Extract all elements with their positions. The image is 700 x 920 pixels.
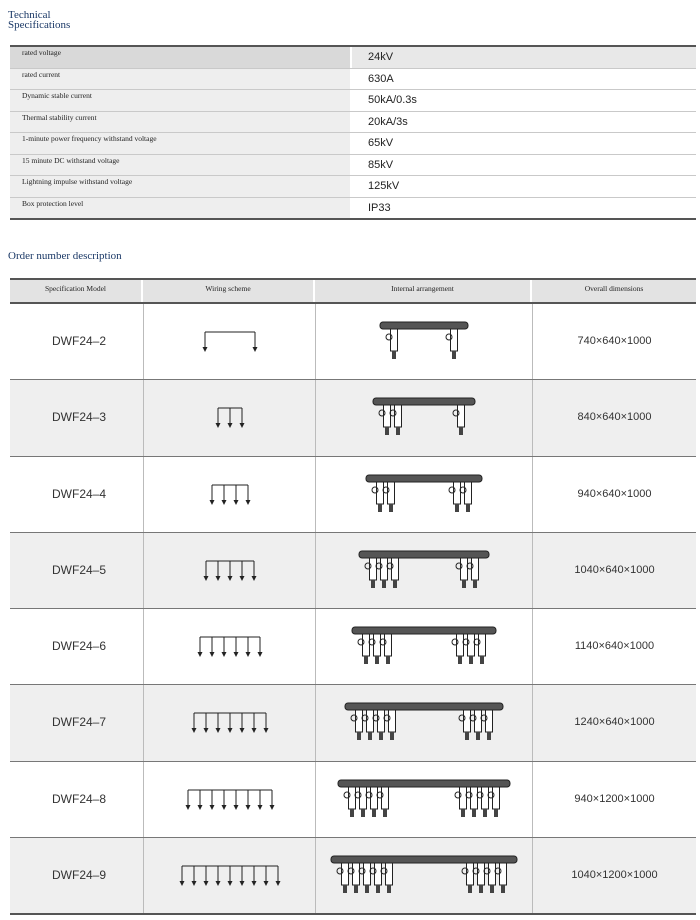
bushing-body [479,634,486,656]
spec-row [10,112,696,134]
bushing-terminal [479,885,483,893]
bushing-body [500,863,507,885]
arrow-down-icon [246,652,251,657]
arrow-down-icon [192,728,197,733]
bushing-terminal [494,809,498,817]
arrow-down-icon [234,805,239,810]
bushing-body [382,787,389,809]
spec-value: 50kA/0.3s [350,90,696,111]
spec-row [10,45,696,69]
arrow-down-icon [210,652,215,657]
bushing-terminal [387,885,391,893]
model-cell: DWF24–6 [52,639,107,654]
bushing-body [367,710,374,732]
internal-arrangement-cell [315,380,532,455]
bushing-body [395,405,402,427]
bushing-terminal [466,504,470,512]
wiring-scheme-diagram [144,762,316,837]
bushing-terminal [371,580,375,588]
internal-arrangement-diagram [316,762,533,837]
technical-specifications-heading: Technical Specifications [8,9,71,31]
table-header [10,278,696,304]
arrow-down-icon [240,728,245,733]
header-internal: Internal arrangement [315,280,532,302]
wiring-scheme-diagram [144,609,316,684]
arrow-down-icon [240,881,245,886]
bushing-body [457,634,464,656]
internal-arrangement-diagram [316,304,533,379]
bushing-terminal [372,809,376,817]
wiring-scheme-diagram [144,457,316,532]
specifications-table [10,45,696,220]
arrow-down-icon [252,576,257,581]
bushing-body [364,863,371,885]
dimensions-cell: 1040×640×1000 [532,533,696,608]
arrow-down-icon [228,576,233,581]
bushing-terminal [379,732,383,740]
internal-arrangement-cell [315,457,532,532]
arrow-down-icon [264,881,269,886]
model-cell: DWF24–7 [52,715,107,730]
arrow-down-icon [222,652,227,657]
arrow-down-icon [276,881,281,886]
bushing-body [482,787,489,809]
bushing-body [461,558,468,580]
bushing-body [454,482,461,504]
wiring-scheme-diagram [144,304,316,379]
arrow-down-icon [246,500,251,505]
spec-row [10,198,696,221]
bushing-body [472,558,479,580]
bushing-body [363,634,370,656]
arrow-down-icon [204,576,209,581]
internal-arrangement-diagram [316,380,533,455]
bushing-terminal [361,809,365,817]
bushing-body [385,634,392,656]
wiring-scheme-cell [143,304,315,379]
bushing-terminal [376,885,380,893]
arrow-down-icon [216,423,221,428]
internal-arrangement-cell [315,533,532,608]
bushing-body [471,787,478,809]
table-row [10,380,696,456]
model-cell: DWF24–4 [52,486,107,501]
bushing-body [386,863,393,885]
bushing-body [388,482,395,504]
arrow-down-icon [228,728,233,733]
arrow-down-icon [252,728,257,733]
arrow-down-icon [252,881,257,886]
header-dims: Overall dimensions [532,280,696,302]
bushing-body [381,558,388,580]
dimensions-cell: 840×640×1000 [532,380,696,455]
arrow-down-icon [234,652,239,657]
internal-arrangement-diagram [316,685,533,760]
model-cell: DWF24–8 [52,791,107,806]
bushing-body [375,863,382,885]
dimensions-cell: 940×1200×1000 [532,762,696,837]
busbar-rail [380,322,468,329]
dimensions-cell: 1040×1200×1000 [532,838,696,913]
dimensions-cell: 940×640×1000 [532,457,696,532]
bushing-terminal [459,427,463,435]
wiring-scheme-cell [143,762,315,837]
busbar-rail [352,627,496,634]
internal-arrangement-cell [315,762,532,837]
internal-arrangement-diagram [316,609,533,684]
bushing-body [392,558,399,580]
bushing-body [478,863,485,885]
arrow-down-icon [258,805,263,810]
spec-value: 65kV [350,133,696,154]
wiring-scheme-cell [143,838,315,913]
arrow-down-icon [253,347,258,352]
bushing-body [349,787,356,809]
bushing-body [353,863,360,885]
bushing-terminal [350,809,354,817]
bushing-terminal [472,809,476,817]
spec-value: IP33 [350,198,696,219]
busbar-rail [359,551,489,558]
bushing-terminal [343,885,347,893]
wiring-scheme-cell [143,380,315,455]
bushing-body [465,482,472,504]
arrow-down-icon [204,728,209,733]
bushing-body [371,787,378,809]
spec-label: Box protection level [10,198,350,219]
arrow-down-icon [216,728,221,733]
arrow-down-icon [228,881,233,886]
bushing-terminal [382,580,386,588]
spec-value: 20kA/3s [350,112,696,133]
spec-row [10,90,696,112]
arrow-down-icon [240,423,245,428]
arrow-down-icon [270,805,275,810]
bushing-terminal [364,656,368,664]
spec-value: 630A [350,69,696,90]
spec-value: 125kV [350,176,696,197]
wiring-scheme-diagram [144,380,316,455]
arrow-down-icon [180,881,185,886]
bushing-terminal [458,656,462,664]
header-model: Specification Model [10,280,143,302]
internal-arrangement-diagram [316,838,533,913]
bushing-terminal [461,809,465,817]
busbar-rail [331,856,517,863]
busbar-rail [345,703,503,710]
dimensions-cell: 740×640×1000 [532,304,696,379]
bushing-body [378,710,385,732]
wiring-scheme-diagram [144,685,316,760]
bushing-terminal [383,809,387,817]
bushing-body [460,787,467,809]
bushing-body [475,710,482,732]
busbar-rail [373,398,475,405]
bushing-body [486,710,493,732]
spec-row [10,133,696,155]
bushing-terminal [389,504,393,512]
model-cell: DWF24–9 [52,868,107,883]
bushing-terminal [462,580,466,588]
spec-row [10,176,696,198]
order-number-heading: Order number description [8,250,122,262]
busbar-rail [366,475,482,482]
internal-arrangement-cell [315,304,532,379]
bushing-terminal [452,351,456,359]
bushing-body [391,329,398,351]
wiring-scheme-diagram [144,533,316,608]
bushing-body [468,634,475,656]
bushing-terminal [378,504,382,512]
bushing-terminal [357,732,361,740]
wiring-scheme-cell [143,533,315,608]
bushing-body [374,634,381,656]
arrow-down-icon [192,881,197,886]
table-row [10,685,696,761]
order-number-table [10,278,696,915]
spec-label: Lightning impulse withstand voltage [10,176,350,197]
bushing-body [464,710,471,732]
arrow-down-icon [246,805,251,810]
arrow-down-icon [240,576,245,581]
spec-label: 15 minute DC withstand voltage [10,155,350,176]
bushing-body [356,710,363,732]
wiring-scheme-diagram [144,838,316,913]
spec-value: 24kV [350,47,696,68]
bushing-body [360,787,367,809]
bushing-body [377,482,384,504]
arrow-down-icon [186,805,191,810]
bushing-terminal [396,427,400,435]
wiring-scheme-cell [143,609,315,684]
table-row [10,609,696,685]
bushing-body [342,863,349,885]
spec-row [10,155,696,177]
busbar-rail [338,780,510,787]
spec-label: 1-minute power frequency withstand voltage [10,133,350,154]
bushing-body [458,405,465,427]
bushing-terminal [385,427,389,435]
arrow-down-icon [258,652,263,657]
arrow-down-icon [210,500,215,505]
internal-arrangement-diagram [316,457,533,532]
spec-label: rated current [10,69,350,90]
arrow-down-icon [216,576,221,581]
table-row [10,304,696,380]
internal-arrangement-cell [315,609,532,684]
bushing-terminal [465,732,469,740]
bushing-terminal [469,656,473,664]
spec-label: Thermal stability current [10,112,350,133]
table-row [10,533,696,609]
table-row [10,762,696,838]
bushing-terminal [483,809,487,817]
arrow-down-icon [228,423,233,428]
bushing-terminal [390,732,394,740]
bushing-terminal [455,504,459,512]
wiring-scheme-cell [143,457,315,532]
dimensions-cell: 1140×640×1000 [532,609,696,684]
dimensions-cell: 1240×640×1000 [532,685,696,760]
spec-label: rated voltage [10,47,350,68]
bushing-terminal [386,656,390,664]
bushing-body [467,863,474,885]
bushing-terminal [365,885,369,893]
bushing-terminal [393,580,397,588]
spec-row [10,69,696,91]
bushing-body [384,405,391,427]
bushing-terminal [490,885,494,893]
bushing-terminal [480,656,484,664]
bushing-body [451,329,458,351]
internal-arrangement-cell [315,685,532,760]
bushing-terminal [354,885,358,893]
arrow-down-icon [203,347,208,352]
arrow-down-icon [222,805,227,810]
bushing-terminal [375,656,379,664]
bushing-body [370,558,377,580]
arrow-down-icon [198,652,203,657]
model-cell: DWF24–3 [52,410,107,425]
spec-value: 85kV [350,155,696,176]
header-wiring: Wiring scheme [143,280,315,302]
arrow-down-icon [204,881,209,886]
bushing-body [389,710,396,732]
arrow-down-icon [222,500,227,505]
model-cell: DWF24–2 [52,334,107,348]
bushing-body [493,787,500,809]
bushing-terminal [473,580,477,588]
table-row [10,838,696,915]
arrow-down-icon [216,881,221,886]
bushing-terminal [468,885,472,893]
internal-arrangement-diagram [316,533,533,608]
arrow-down-icon [234,500,239,505]
table-row [10,457,696,533]
bushing-terminal [368,732,372,740]
arrow-down-icon [210,805,215,810]
bushing-terminal [501,885,505,893]
arrow-down-icon [198,805,203,810]
bushing-terminal [476,732,480,740]
bushing-terminal [487,732,491,740]
bushing-body [489,863,496,885]
internal-arrangement-cell [315,838,532,913]
spec-label: Dynamic stable current [10,90,350,111]
bushing-terminal [392,351,396,359]
arrow-down-icon [264,728,269,733]
wiring-scheme-cell [143,685,315,760]
model-cell: DWF24–5 [52,562,107,577]
